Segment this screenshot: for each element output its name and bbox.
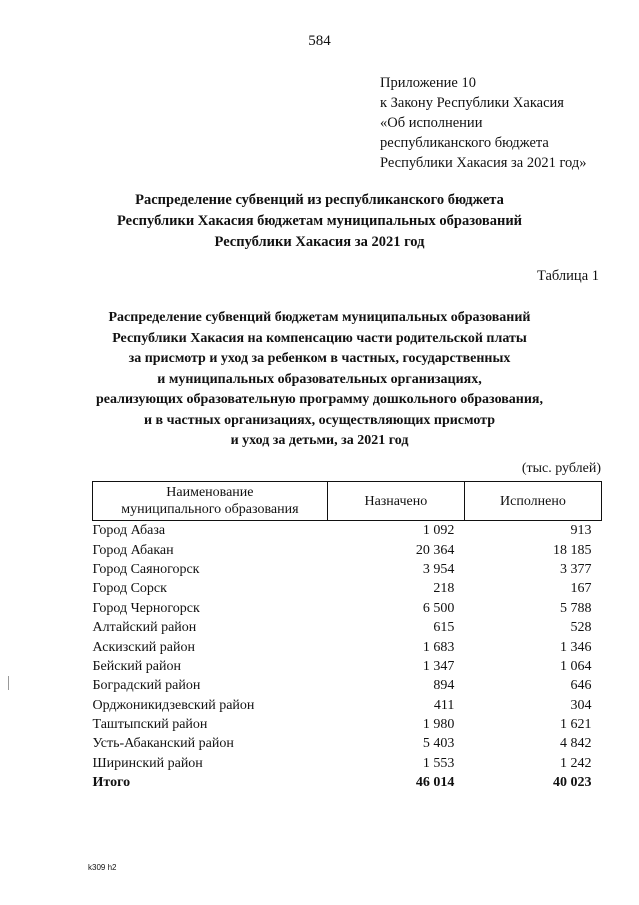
appendix-line: республиканского бюджета	[380, 135, 549, 151]
appendix-line: Республики Хакасия за 2021 год»	[380, 155, 587, 171]
unit-label: (тыс. рублей)	[521, 461, 601, 476]
cell-name: Город Саяногорск	[92, 561, 200, 577]
appendix-line: Приложение 10	[380, 75, 476, 91]
cell-assigned: 5 403	[422, 736, 455, 752]
table-row	[93, 637, 602, 656]
header-name-line: муниципального образования	[121, 502, 299, 517]
document-title	[0, 190, 639, 253]
cell-name: Ширинский район	[92, 755, 203, 771]
cell-executed: 913	[570, 523, 592, 539]
cell-executed: 1 621	[560, 717, 592, 733]
cell-executed: 4 842	[560, 736, 592, 752]
table-title-line: и уход за детьми, за 2021 год	[230, 433, 409, 448]
header-assigned: Назначено	[327, 482, 464, 521]
cell-name: Алтайский район	[92, 620, 197, 636]
table-row	[93, 676, 602, 695]
cell-name: Город Сорск	[92, 581, 167, 597]
title-line: Республики Хакасия за 2021 год	[214, 234, 425, 250]
cell-assigned: 1 553	[422, 755, 455, 771]
appendix-reference	[380, 73, 586, 173]
cell-name: Город Абаза	[92, 523, 166, 539]
table-title-line: и в частных организациях, осуществляющих присмотр	[143, 412, 496, 428]
cell-executed: 304	[570, 697, 592, 713]
cell-executed: 1 064	[560, 658, 592, 674]
table-title-line: Республики Хакасия на компенсацию части родительской платы	[112, 330, 527, 346]
header-executed: Исполнено	[464, 482, 601, 521]
table-row	[93, 657, 602, 676]
subvention-table	[92, 481, 602, 792]
cell-executed: 18 185	[553, 542, 592, 558]
cell-executed: 3 377	[560, 561, 592, 577]
table-header-row	[93, 482, 602, 521]
cell-name: Таштыпский район	[92, 717, 208, 733]
cell-assigned: 411	[433, 697, 455, 713]
page-number: 584	[308, 33, 331, 49]
appendix-line: «Об исполнении	[380, 115, 483, 131]
table-row	[93, 734, 602, 753]
cell-assigned: 1 980	[422, 717, 455, 733]
cell-name: Аскизский район	[92, 639, 195, 655]
table-row	[93, 560, 602, 579]
cell-assigned: 6 500	[422, 600, 455, 616]
title-line: Республики Хакасия бюджетам муниципальных образований	[116, 213, 523, 229]
table-title-line: и муниципальных образовательных организациях,	[157, 371, 482, 387]
table-title-line: за присмотр и уход за ребенком в частных, государственных	[128, 351, 511, 366]
cell-name: Орджоникидзевский район	[92, 697, 255, 713]
table-row	[93, 521, 602, 541]
cell-executed: 5 788	[560, 600, 592, 616]
cell-executed: 40 023	[553, 775, 592, 791]
table-title-line: Распределение субвенций бюджетам муниципальных образований	[108, 310, 531, 325]
title-line: Распределение субвенций из республиканского бюджета	[135, 192, 504, 208]
cell-assigned: 20 364	[415, 542, 455, 558]
table-row	[93, 618, 602, 637]
cell-name: Итого	[92, 775, 131, 791]
cell-assigned: 615	[433, 620, 455, 636]
cell-assigned: 46 014	[415, 775, 455, 791]
appendix-line: к Закону Республики Хакасия	[380, 95, 564, 111]
table-title	[0, 308, 639, 452]
cell-assigned: 894	[433, 678, 455, 694]
header-name-line: Наименование	[166, 485, 254, 500]
cell-executed: 528	[570, 620, 592, 636]
cell-name: Усть-Абаканский район	[92, 736, 234, 752]
table-row	[93, 579, 602, 598]
cell-assigned: 218	[433, 581, 455, 597]
cell-name: Бейский район	[92, 658, 181, 674]
cell-name: Город Черногорск	[92, 600, 200, 616]
table-row	[93, 754, 602, 773]
cell-assigned: 1 347	[422, 658, 455, 674]
cell-assigned: 3 954	[422, 561, 455, 577]
table-label: Таблица 1	[536, 268, 599, 284]
cell-assigned: 1 683	[422, 639, 455, 655]
table-total-row	[93, 773, 602, 792]
cell-name: Город Абакан	[92, 542, 174, 558]
cell-executed: 1 242	[560, 755, 592, 771]
cell-executed: 167	[570, 581, 592, 597]
header-name	[93, 482, 328, 521]
scan-mark	[8, 676, 9, 690]
table-row	[93, 540, 602, 559]
table-title-line: реализующих образовательную программу дошкольного образования,	[95, 392, 543, 407]
table-body	[93, 521, 602, 793]
footer-code: k309 h2	[88, 863, 117, 872]
table-row	[93, 715, 602, 734]
cell-assigned: 1 092	[422, 523, 455, 539]
cell-name: Боградский район	[92, 678, 201, 694]
table-row	[93, 599, 602, 618]
cell-executed: 1 346	[560, 639, 592, 655]
table-row	[93, 696, 602, 715]
cell-executed: 646	[570, 678, 592, 694]
